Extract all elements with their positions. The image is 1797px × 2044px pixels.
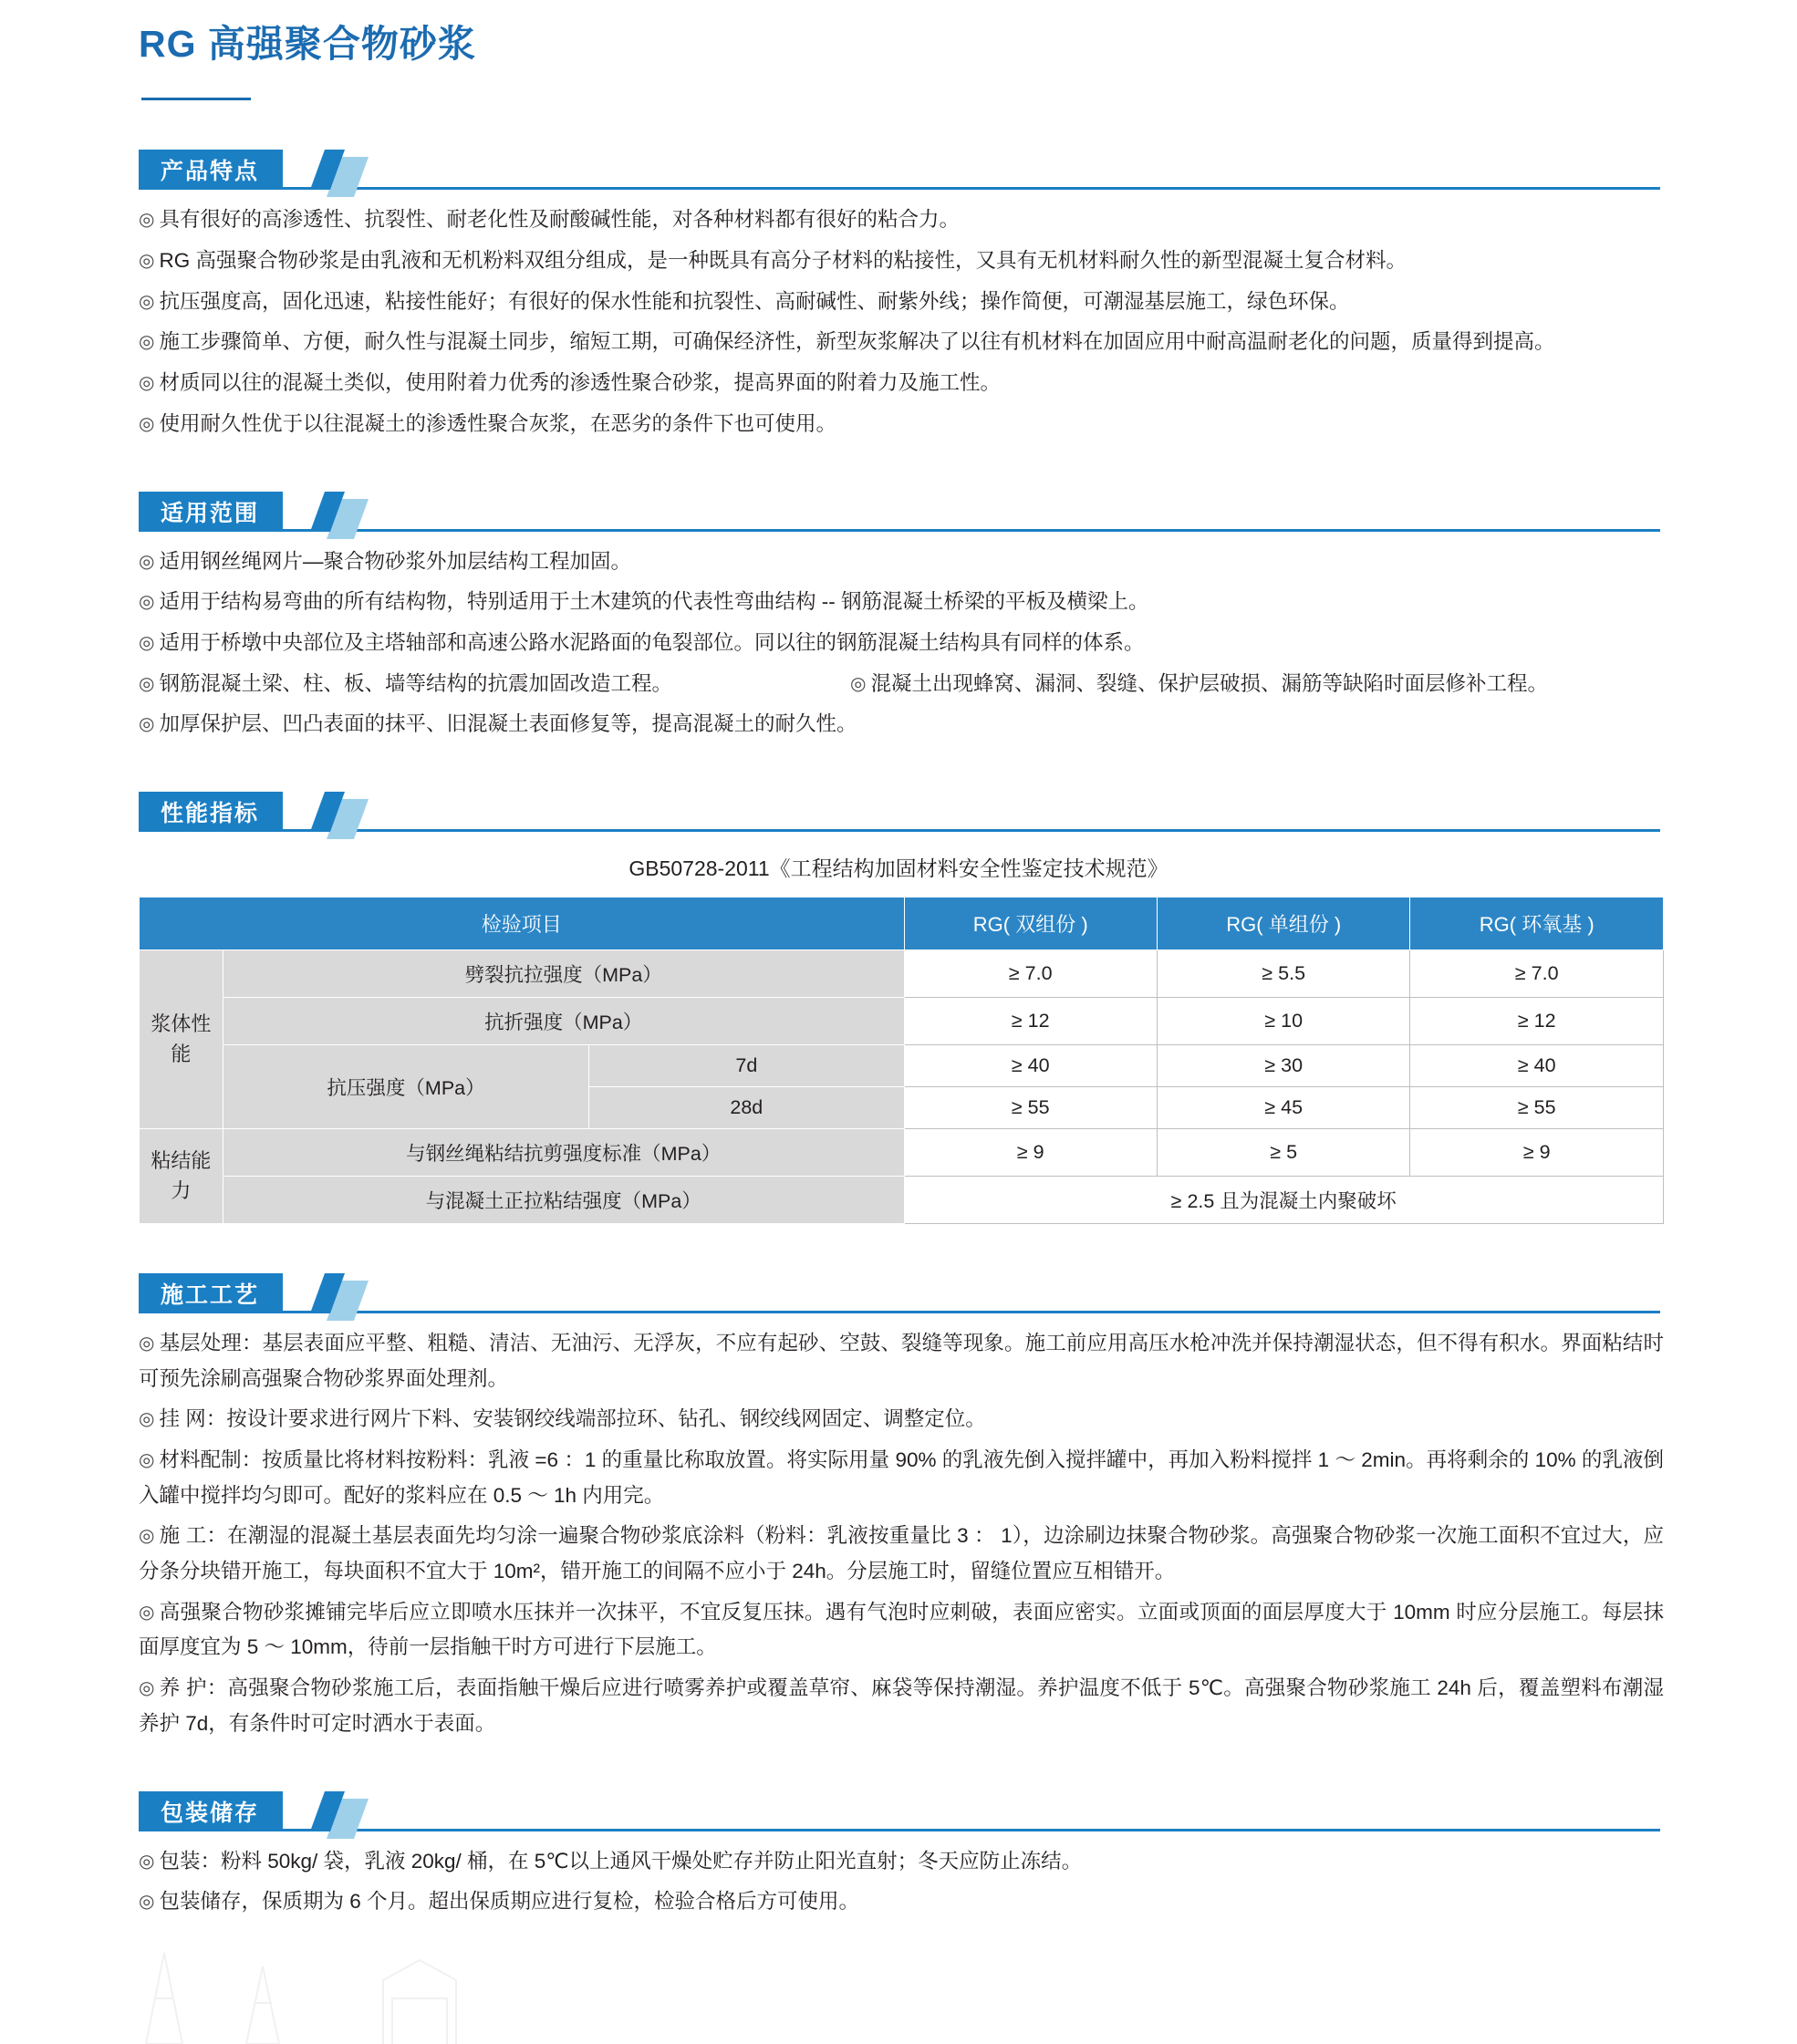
bullet-item: ◎ 材料配制：按质量比将材料按粉料：乳液 =6 ：1 的重量比称取放置。将实际用量 90% 的乳液先倒入搅拌罐中，再加入粉料搅拌 1 ～ 2min。再将剩余的 10% 的乳液倒入罐中搅拌均匀即可。配好的浆料应在 0.5 ～ 1h 内用完。 [139,1448,1665,1507]
bullet-icon: ◎ [139,632,155,653]
bullet-icon: ◎ [139,714,155,735]
bullet-item: ◎ 适用于结构易弯曲的所有结构物，特别适用于土木建筑的代表性弯曲结构 -- 钢筋混凝土桥梁的平板及横梁上。 [139,590,1149,614]
table-row [140,1176,1664,1223]
section-title-performance: 性能指标 [139,792,283,832]
bullet-icon: ◎ [139,413,155,434]
table-header-row [140,897,1664,949]
process-body [139,1326,1664,1742]
row-label: 劈裂抗拉强度（MPa） [223,949,904,997]
document-page [0,18,1797,2044]
cell-value: ≥ 5 [1157,1128,1409,1176]
bullet-item: ◎ 钢筋混凝土梁、柱、板、墙等结构的抗震加固改造工程。 [139,671,672,695]
bullet-row-two-column [139,667,1664,702]
bullet-item: ◎ 混凝土出现蜂窝、漏洞、裂缝、保护层破损、漏筋等缺陷时面层修补工程。 [850,671,1548,695]
cell-value: ≥ 45 [1157,1086,1409,1128]
cell-value: ≥ 10 [1157,997,1409,1044]
bullet-icon: ◎ [139,251,155,272]
bullet-item: ◎ 高强聚合物砂浆摊铺完毕后应立即喷水压抹并一次抹平，不宜反复压抹。遇有气泡时应刺破，表面应密实。立面或顶面的面层厚度大于 10mm 时应分层施工。每层抹面厚度宜为 5 ～ 10mm，待前一层指触干时方可进行下层施工。 [139,1600,1664,1659]
bullet-icon: ◎ [139,1409,155,1430]
bullet-icon: ◎ [139,1892,155,1913]
packaging-body [139,1844,1664,1920]
row-sublabel: 7d [589,1044,904,1086]
bullet-item: ◎ 施 工：在潮湿的混凝土基层表面先均匀涂一遍聚合物砂浆底涂料（粉料：乳液按重量比 3 ： 1），边涂刷边抹聚合物砂浆。高强聚合物砂浆一次施工面积不宜过大，应分条分块错开施工，每块面积不宜大于 10m²，错开施工的间隔不应小于 24h。分层施工时，留缝位置应互相错开。 [139,1524,1665,1583]
bullet-icon: ◎ [139,1450,155,1471]
bullet-icon: ◎ [139,1333,155,1354]
column-header-two-component: RG( 双组份 ) [904,897,1157,949]
table-row [140,1128,1664,1176]
header-baseline [139,187,1660,190]
header-baseline [139,1829,1660,1831]
cell-value: ≥ 7.0 [904,949,1157,997]
bullet-item: ◎ 抗压强度高，固化迅速，粘接性能好；有很好的保水性能和抗裂性、高耐碱性、耐紫外线；操作简便，可潮湿基层施工，绿色环保。 [139,289,1350,313]
cell-value: ≥ 55 [904,1086,1157,1128]
table-caption: GB50728-2011《工程结构加固材料安全性鉴定技术规范》 [628,856,1169,880]
section-title-process: 施工工艺 [139,1273,283,1313]
cell-value: ≥ 55 [1410,1086,1664,1128]
bullet-item: ◎ 适用钢丝绳网片—聚合物砂浆外加层结构工程加固。 [139,549,631,573]
bullet-item: ◎ 材质同以往的混凝土类似，使用附着力优秀的渗透性聚合砂浆，提高界面的附着力及施工性。 [139,371,1001,395]
header-baseline [139,829,1660,832]
bullet-item: ◎ 基层处理：基层表面应平整、粗糙、清洁、无油污、无浮灰，不应有起砂、空鼓、裂缝等现象。施工前应用高压水枪冲洗并保持潮湿状态，但不得有积水。界面粘结时可预先涂刷高强聚合物砂浆界面处理剂。 [139,1331,1665,1390]
section-header-performance [139,792,1660,832]
bullet-item: ◎ RG 高强聚合物砂浆是由乳液和无机粉料双组分组成，是一种既具有高分子材料的粘接性，又具有无机材料耐久性的新型混凝土复合材料。 [139,249,1407,273]
row-label: 抗折强度（MPa） [223,997,904,1044]
cell-value: ≥ 40 [904,1044,1157,1086]
bullet-item: ◎ 施工步骤简单、方便，耐久性与混凝土同步，缩短工期，可确保经济性，新型灰浆解决了以往有机材料在加固应用中耐高温耐老化的问题，质量得到提高。 [139,330,1555,354]
table-row [140,949,1664,997]
table-body [140,949,1664,1223]
cell-value: ≥ 7.0 [1410,949,1664,997]
features-body [139,202,1664,441]
bullet-icon: ◎ [139,1526,155,1547]
bullet-icon: ◎ [139,332,155,353]
bullet-icon: ◎ [139,373,155,394]
section-header-packaging [139,1791,1660,1831]
bullet-item: ◎ 包装：粉料 50kg/ 袋，乳液 20kg/ 桶，在 5℃以上通风干燥处贮存并防止阳光直射；冬天应防止冻结。 [139,1849,1083,1873]
bullet-icon: ◎ [139,551,155,572]
section-header-scope [139,492,1660,532]
page-title: RG 高强聚合物砂浆 [139,23,476,65]
scope-body [139,545,1664,742]
cell-value: ≥ 30 [1157,1044,1409,1086]
section-title-scope: 适用范围 [139,492,283,532]
cell-value: ≥ 5.5 [1157,949,1409,997]
bullet-item: ◎ 使用耐久性优于以往混凝土的渗透性聚合灰浆，在恶劣的条件下也可使用。 [139,411,836,435]
header-baseline [139,1311,1660,1313]
bullet-icon: ◎ [139,673,155,694]
cell-value: ≥ 12 [1410,997,1664,1044]
bullet-icon: ◎ [139,210,155,231]
cell-value: ≥ 40 [1410,1044,1664,1086]
row-label: 与混凝土正拉粘结强度（MPa） [223,1176,904,1223]
section-title-packaging: 包装储存 [139,1791,283,1831]
cell-value: ≥ 9 [904,1128,1157,1176]
bullet-item: ◎ 挂 网：按设计要求进行网片下料、安装钢绞线端部拉环、钻孔、钢绞线网固定、调整定位。 [139,1407,986,1431]
table-head [140,897,1664,949]
cell-value: ≥ 9 [1410,1128,1664,1176]
bullet-icon: ◎ [850,673,867,694]
row-sublabel: 28d [589,1086,904,1128]
section-header-features [139,150,1660,190]
bullet-item: ◎ 包装储存，保质期为 6 个月。超出保质期应进行复检，检验合格后方可使用。 [139,1890,859,1914]
bullet-item: ◎ 具有很好的高渗透性、抗裂性、耐老化性及耐酸碱性能，对各种材料都有很好的粘合力。 [139,208,960,232]
cell-value-merged: ≥ 2.5 且为混凝土内聚破坏 [904,1176,1664,1223]
column-header-epoxy: RG( 环氧基 ) [1410,897,1664,949]
footer-watermark-graphic [109,1944,493,2044]
table-row [140,1044,1664,1086]
bullet-icon: ◎ [139,1851,155,1872]
title-underline [141,98,251,100]
bullet-item: ◎ 加厚保护层、凹凸表面的抹平、旧混凝土表面修复等，提高混凝土的耐久性。 [139,712,857,736]
row-group-bond: 粘结能力 [140,1128,223,1223]
row-group-slurry: 浆体性能 [140,949,223,1128]
bullet-item: ◎ 养 护：高强聚合物砂浆施工后，表面指触干燥后应进行喷雾养护或覆盖草帘、麻袋等保持潮湿。养护温度不低于 5℃。高强聚合物砂浆施工 24h 后，覆盖塑料布潮湿养护 7d，有条件时可定时洒水于表面。 [139,1676,1664,1735]
bullet-item: ◎ 适用于桥墩中央部位及主塔轴部和高速公路水泥路面的龟裂部位。同以往的钢筋混凝土结构具有同样的体系。 [139,630,1145,654]
table-row [140,997,1664,1044]
row-label-compressive: 抗压强度（MPa） [223,1044,588,1128]
bullet-icon: ◎ [139,1602,155,1623]
column-header-one-component: RG( 单组份 ) [1157,897,1409,949]
bullet-icon: ◎ [139,291,155,312]
row-label: 与钢丝绳粘结抗剪强度标准（MPa） [223,1128,904,1176]
performance-table [139,897,1664,1224]
header-baseline [139,529,1660,532]
bullet-icon: ◎ [139,592,155,613]
cell-value: ≥ 12 [904,997,1157,1044]
section-title-features: 产品特点 [139,150,283,190]
section-header-process [139,1273,1660,1313]
column-header-item: 检验项目 [140,897,905,949]
bullet-icon: ◎ [139,1678,155,1699]
